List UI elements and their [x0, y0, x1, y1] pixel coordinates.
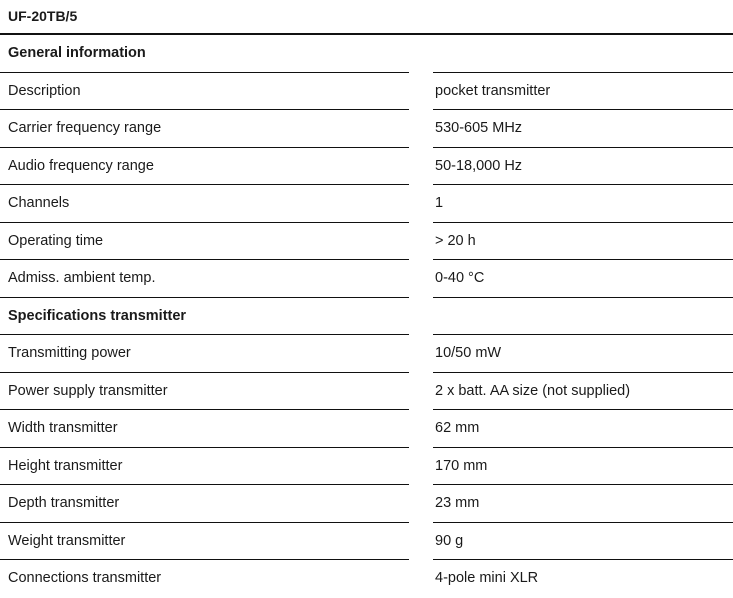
spec-label: Power supply transmitter [0, 373, 409, 411]
section-heading: General information [0, 35, 409, 73]
section-header-transmitter [0, 298, 733, 336]
table-row [0, 523, 733, 561]
spec-label: Audio frequency range [0, 148, 409, 186]
spec-label: Channels [0, 185, 409, 223]
spec-label: Height transmitter [0, 448, 409, 486]
spec-label: Weight transmitter [0, 523, 409, 561]
table-row [0, 223, 733, 261]
spec-value: 530-605 MHz [433, 110, 733, 148]
section-heading-value-cell [433, 298, 733, 336]
table-row [0, 373, 733, 411]
table-row [0, 485, 733, 523]
spec-label: Width transmitter [0, 410, 409, 448]
table-row [0, 73, 733, 111]
spec-value: 90 g [433, 523, 733, 561]
table-row [0, 260, 733, 298]
spec-value: > 20 h [433, 223, 733, 261]
section-header-general [0, 35, 733, 73]
section-heading-value-cell [433, 35, 733, 73]
table-row [0, 185, 733, 223]
spec-value: 4-pole mini XLR [435, 570, 539, 586]
spec-label: Description [0, 73, 409, 111]
table-row [0, 448, 733, 486]
spec-table [0, 35, 733, 598]
table-row [0, 148, 733, 186]
spec-value: 2 x batt. AA size (not supplied) [433, 373, 733, 411]
spec-value: 0-40 °C [433, 260, 733, 298]
table-row [0, 410, 733, 448]
table-row [0, 335, 733, 373]
spec-label: Transmitting power [0, 335, 409, 373]
spec-value: 1 [433, 185, 733, 223]
product-title: UF-20TB/5 [8, 8, 78, 24]
spec-value: 10/50 mW [433, 335, 733, 373]
section-heading: Specifications transmitter [0, 298, 409, 336]
spec-value: pocket transmitter [433, 73, 733, 111]
spec-value: 62 mm [433, 410, 733, 448]
spec-label: Operating time [0, 223, 409, 261]
spec-label: Depth transmitter [0, 485, 409, 523]
spec-value: 50-18,000 Hz [433, 148, 733, 186]
table-row [0, 110, 733, 148]
spec-label: Carrier frequency range [0, 110, 409, 148]
spec-value: 170 mm [433, 448, 733, 486]
spec-value: 23 mm [433, 485, 733, 523]
spec-label: Admiss. ambient temp. [0, 260, 409, 298]
spec-label: Connections transmitter [8, 570, 162, 586]
